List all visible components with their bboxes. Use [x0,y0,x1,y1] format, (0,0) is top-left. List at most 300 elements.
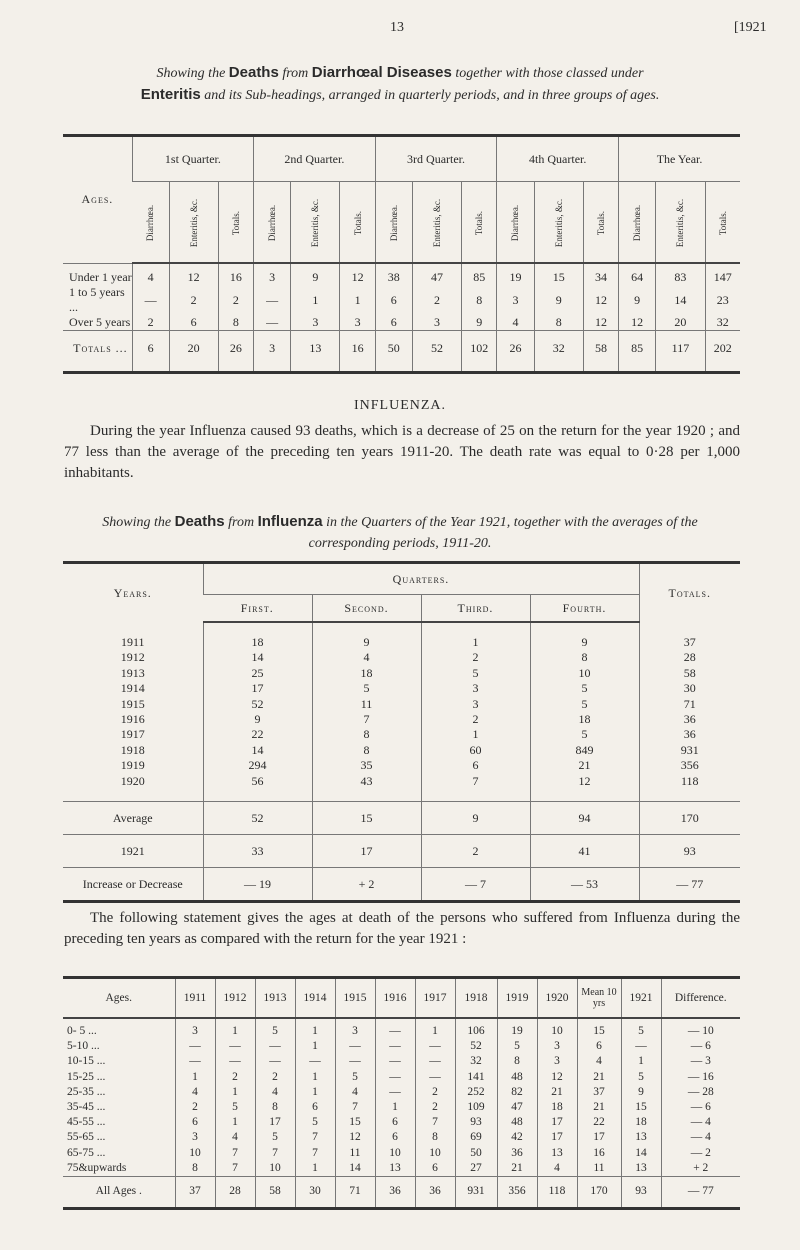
table-cell: 15 [534,263,583,285]
table-cell: 4 [497,315,534,331]
subheader-label: Totals. [717,210,728,235]
table-cell: — [375,1039,415,1054]
row-label: Average [63,802,203,835]
table-cell: + 2 [312,868,421,902]
table-cell: 15 [312,802,421,835]
table-cell: — 3 [661,1054,740,1069]
table-cell: 22 [203,727,312,742]
table-cell: 7 [295,1130,335,1145]
table-cell: 13 [375,1161,415,1177]
table-cell: — [415,1054,455,1069]
table-cell: 38 [375,263,412,285]
table-cell: 849 [530,743,639,758]
table-cell: 5 [295,1115,335,1130]
table-cell: 71 [639,697,740,712]
table-cell: 20 [656,315,705,331]
table-cell: 64 [619,263,656,285]
table-cell: 9 [312,622,421,650]
second-quarter-header: Second. [312,595,421,623]
table-cell: 3 [291,315,340,331]
table-cell: 82 [497,1085,537,1100]
table-cell: 4 [537,1161,577,1177]
table-cell: — 7 [421,868,530,902]
table-cell: 69 [455,1130,497,1145]
year-label: 1916 [120,712,145,727]
table-cell: 9 [534,285,583,315]
table-cell: — 4 [661,1130,740,1145]
table-cell: 6 [175,1115,215,1130]
table-cell: 17 [577,1130,621,1145]
table-cell: 4 [215,1130,255,1145]
age-row [63,1161,740,1177]
table-cell: 1 [295,1070,335,1085]
influenza-caption: Showing the Deaths from Influenza in the Quarters of the Year 1921, together with the averages of the corresponding periods, 1911-20. [102,513,698,551]
table-cell: 7 [335,1100,375,1115]
table-cell: 58 [255,1177,295,1209]
year-row [63,697,740,712]
table-cell: 1 [421,622,530,650]
year-row [63,712,740,727]
year-row [63,743,740,758]
table-cell: 36 [375,1177,415,1209]
table-cell: 32 [705,315,740,331]
table-cell: 34 [583,263,618,285]
first-quarter-header: First. [203,595,312,623]
table-cell: 2 [169,285,218,315]
table-cell: 3 [175,1018,215,1039]
table-cell: 5 [312,681,421,696]
table-cell: — [132,285,169,315]
table-cell: 26 [218,331,253,373]
table-cell: 6 [295,1100,335,1115]
table-cell: 42 [497,1130,537,1145]
table-cell: 15 [577,1018,621,1039]
age-row [63,1146,740,1161]
age-row [63,1085,740,1100]
table-cell: 58 [583,331,618,373]
page-number: 13 [390,20,404,35]
table-cell: 170 [639,802,740,835]
column-header: Difference. [661,978,740,1019]
year-label: 1915 [120,696,145,711]
year-1921-row [63,835,740,868]
row-label: Under 1 year [69,269,132,284]
subheader-enteritis [412,182,461,264]
table-cell: 10 [537,1018,577,1039]
table-cell: 14 [203,743,312,758]
table-cell: 12 [169,263,218,285]
table-cell: 9 [462,315,497,331]
caption-diarrhoeal-diseases: Diarrhœal Diseases [311,64,452,81]
table-cell: 4 [312,650,421,665]
subheader-label: Diarrhœa. [388,204,399,241]
table-cell: 5 [421,666,530,681]
table-cell: 21 [577,1100,621,1115]
table-cell: 12 [537,1070,577,1085]
table-cell: 48 [497,1070,537,1085]
table-cell: 5 [255,1018,295,1039]
table-cell: 9 [619,285,656,315]
table-cell: 10 [175,1146,215,1161]
age-label: 0- 5 ... [67,1025,97,1037]
page-header [0,20,800,40]
table-cell: 12 [335,1130,375,1145]
table-cell: 8 [497,1054,537,1069]
year-tag: [1921 [734,20,767,35]
age-label: 10-15 ... [67,1055,106,1068]
all-ages-label: All Ages . [63,1177,175,1209]
table-cell: 2 [415,1100,455,1115]
table-cell: 17 [312,835,421,868]
table-cell: 8 [255,1100,295,1115]
table-cell: 21 [577,1070,621,1085]
table-cell: 2 [412,285,461,315]
table-cell: 52 [203,802,312,835]
table-cell: 5 [497,1039,537,1054]
subheader-label: Diarrhœa. [510,204,521,241]
table-cell: — [375,1085,415,1100]
table-cell: 5 [530,681,639,696]
table-cell: 1 [175,1070,215,1085]
table-cell: 3 [340,315,375,331]
table-cell: 6 [577,1039,621,1054]
table-cell: 28 [639,650,740,665]
year-label: 1918 [120,742,145,757]
table-cell: 10 [530,666,639,681]
table-cell: 21 [530,758,639,773]
table-cell: 1 [295,1085,335,1100]
subheader-label: Totals. [595,210,606,235]
table-cell: — [215,1039,255,1054]
table-cell: — [375,1054,415,1069]
table-cell: — 77 [639,868,740,902]
table-cell: 9 [421,802,530,835]
caption-deaths: Deaths [174,513,225,530]
table-cell: 9 [530,622,639,650]
year-row [63,774,740,802]
quarters-header: Quarters. [203,563,639,595]
table-cell: 4 [577,1054,621,1069]
table-cell: 83 [656,263,705,285]
table-cell: 12 [583,285,618,315]
diarrhoea-caption: Showing the Deaths from Diarrhœal Diseases together with those classed under Enteritis and its Sub-headings, arranged in quarterly periods, and in three groups of ages. [140,64,660,103]
table-cell: 14 [656,285,705,315]
table-cell: 1 [215,1115,255,1130]
age-label: 75&upwards [67,1161,127,1174]
table-cell: 52 [412,331,461,373]
table-cell: 50 [455,1146,497,1161]
year-row [63,758,740,773]
table-cell: 4 [335,1085,375,1100]
table-cell: 102 [462,331,497,373]
table-cell: 21 [537,1085,577,1100]
table-cell: 252 [455,1085,497,1100]
table-cell: 30 [639,681,740,696]
table-cell: 4 [175,1085,215,1100]
subheader-enteritis [291,182,340,264]
table-cell: 8 [218,315,253,331]
table-cell: 17 [203,681,312,696]
year-label: 1914 [120,681,145,696]
row-label: 1 to 5 years ... [69,285,125,314]
table-cell: — 28 [661,1085,740,1100]
column-header: 1912 [215,978,255,1019]
table-cell: 8 [462,285,497,315]
table-cell: 3 [175,1130,215,1145]
table-cell: 37 [577,1085,621,1100]
table-cell: — 4 [661,1115,740,1130]
table-cell: 1 [215,1018,255,1039]
year-label: 1912 [120,650,145,665]
table-cell: 1 [295,1161,335,1177]
table-cell: 5 [255,1130,295,1145]
table-cell: — [175,1039,215,1054]
age-row [63,1054,740,1069]
table-cell: 1 [215,1085,255,1100]
subheader-label: Enteritis, &c. [675,198,686,247]
table-cell: 1 [415,1018,455,1039]
column-header: 1915 [335,978,375,1019]
table-cell: 11 [335,1146,375,1161]
table-cell: 6 [375,1115,415,1130]
age-label: 35-45 ... [67,1101,106,1114]
age-label: 15-25 ... [67,1070,106,1083]
influenza-quarters-table [63,561,740,903]
table-cell: 28 [215,1177,255,1209]
table-cell: 2 [215,1070,255,1085]
column-header: 1920 [537,978,577,1019]
table-cell: 33 [203,835,312,868]
table-cell: 931 [455,1177,497,1209]
table-row [63,315,740,331]
subheader-label: Diarrhœa. [145,204,156,241]
table-cell: — [255,1039,295,1054]
table-cell: 2 [415,1085,455,1100]
table-cell: 47 [497,1100,537,1115]
table-cell: 7 [312,712,421,727]
table-cell: 12 [340,263,375,285]
subheader-label: Diarrhœa. [267,204,278,241]
table-cell: 20 [169,331,218,373]
age-label: 5-10 ... [67,1040,100,1053]
column-header: 1913 [255,978,295,1019]
table-cell: 147 [705,263,740,285]
table-cell: 6 [375,315,412,331]
table-cell: 8 [415,1130,455,1145]
table-cell: + 2 [661,1161,740,1177]
age-label: 45-55 ... [67,1116,106,1129]
table-cell: 117 [656,331,705,373]
table-cell: 17 [537,1130,577,1145]
influenza-heading: INFLUENZA. [353,398,447,413]
table-cell: — 2 [661,1146,740,1161]
table-row [63,263,740,285]
table-cell: 1 [621,1054,661,1069]
table-cell: 3 [254,331,291,373]
table-cell: 10 [255,1161,295,1177]
table-cell: 25 [203,666,312,681]
quarter-1-header: 1st Quarter. [132,136,253,182]
table-cell: 3 [537,1039,577,1054]
table-cell: 6 [375,1130,415,1145]
table-cell: 13 [621,1161,661,1177]
third-quarter-header: Third. [421,595,530,623]
table-cell: 15 [621,1100,661,1115]
table-cell: 30 [295,1177,335,1209]
column-header: 1917 [415,978,455,1019]
row-label: 1921 [63,835,203,868]
subheader-label: Totals. [352,210,363,235]
age-label: 25-35 ... [67,1085,106,1098]
year-label: 1913 [120,665,145,680]
table-cell: 3 [412,315,461,331]
table-cell: 6 [169,315,218,331]
table-cell: 26 [497,331,534,373]
table-row [63,285,740,315]
table-cell: 2 [255,1070,295,1085]
table-cell: 7 [415,1115,455,1130]
table-cell: 13 [537,1146,577,1161]
column-header: Mean 10 yrs [577,978,621,1019]
table-cell: 356 [497,1177,537,1209]
table-cell: 2 [175,1100,215,1115]
table-cell: 14 [621,1146,661,1161]
column-header: 1919 [497,978,537,1019]
table-cell: 7 [215,1146,255,1161]
table-cell: — [415,1039,455,1054]
table-cell: 1 [375,1100,415,1115]
column-header: 1921 [621,978,661,1019]
table-cell: 6 [132,331,169,373]
table-cell: 7 [255,1146,295,1161]
table-cell: 2 [421,712,530,727]
table-cell: 52 [203,697,312,712]
table-cell: 2 [421,835,530,868]
year-label: 1920 [120,773,145,788]
table-cell: 13 [621,1130,661,1145]
diarrhoea-table [63,134,740,374]
influenza-paragraph: During the year Influenza caused 93 deaths, which is a decrease of 25 on the return for the year 1920 ; and 77 less than the average of the preceding ten years 1911-20. The death rate was equal to 0·28 per 1,000 inhabitants. [64,423,740,481]
table-cell: 37 [175,1177,215,1209]
year-header: The Year. [619,136,740,182]
table-cell: 93 [455,1115,497,1130]
table-cell: 2 [421,650,530,665]
table-cell: 52 [455,1039,497,1054]
subheader-enteritis [169,182,218,264]
subheader-totals [705,182,740,264]
table-cell: 32 [534,331,583,373]
table-cell: 58 [639,666,740,681]
table-cell: 106 [455,1018,497,1039]
all-ages-row [63,1177,740,1209]
table-cell: 36 [639,727,740,742]
increase-decrease-row [63,868,740,902]
year-label: 1919 [120,758,145,773]
table-cell: 85 [619,331,656,373]
table-cell: — 16 [661,1070,740,1085]
column-header: 1916 [375,978,415,1019]
table-cell: 17 [255,1115,295,1130]
table-cell: 2 [132,315,169,331]
table-cell: 5 [530,697,639,712]
table-cell: 27 [455,1161,497,1177]
table-cell: 71 [335,1177,375,1209]
table-cell: 5 [621,1070,661,1085]
table-cell: 5 [215,1100,255,1115]
subheader-enteritis [656,182,705,264]
table-cell: — [255,1054,295,1069]
table-cell: 3 [421,681,530,696]
table-cell: 5 [335,1070,375,1085]
year-row [63,727,740,742]
table-cell: — 77 [661,1177,740,1209]
table-cell: 18 [621,1115,661,1130]
year-label: 1917 [120,727,145,742]
subheader-label: Enteritis, &c. [310,198,321,247]
subheader-totals [218,182,253,264]
subheader-diarrhoea [132,182,169,264]
age-label: 65-75 ... [67,1146,106,1159]
subheader-diarrhoea [254,182,291,264]
table-cell: 141 [455,1070,497,1085]
table-cell: 1 [421,727,530,742]
age-row [63,1070,740,1085]
age-row [63,1018,740,1039]
fourth-quarter-header: Fourth. [530,595,639,623]
year-row [63,666,740,681]
table-cell: 3 [335,1018,375,1039]
table-cell: — [415,1070,455,1085]
ages-statement-paragraph: The following statement gives the ages at death of the persons who suffered from Influenza during the preceding ten years as compared with the return for the year 1921 : [64,910,740,947]
table-cell: 9 [291,263,340,285]
table-cell: 16 [340,331,375,373]
table-cell: 48 [497,1115,537,1130]
table-cell: — [215,1054,255,1069]
table-cell: 21 [497,1161,537,1177]
years-header: Years. [113,585,152,600]
subheader-diarrhoea [497,182,534,264]
totals-row [63,331,740,373]
table-cell: 294 [203,758,312,773]
table-cell: 6 [421,758,530,773]
subheader-label: Enteritis, &c. [553,198,564,247]
table-cell: — 19 [203,868,312,902]
table-cell: 3 [421,697,530,712]
age-row [63,1100,740,1115]
table-cell: 43 [312,774,421,802]
table-cell: 60 [421,743,530,758]
table-cell: — [254,285,291,315]
table-cell: 41 [530,835,639,868]
table-cell: 9 [621,1085,661,1100]
table-cell: — 6 [661,1100,740,1115]
average-row [63,802,740,835]
subheader-totals [583,182,618,264]
table-cell: 13 [291,331,340,373]
table-cell: 19 [497,263,534,285]
table-cell: 5 [530,727,639,742]
totals-label: Totals ... [63,331,132,373]
table-cell: 14 [203,650,312,665]
table-cell: 47 [412,263,461,285]
table-cell: 18 [537,1100,577,1115]
table-cell: 94 [530,802,639,835]
table-cell: 56 [203,774,312,802]
table-cell: 15 [335,1115,375,1130]
ages-header: Ages. [63,136,132,264]
table-cell: 118 [537,1177,577,1209]
table-cell: 1 [295,1039,335,1054]
